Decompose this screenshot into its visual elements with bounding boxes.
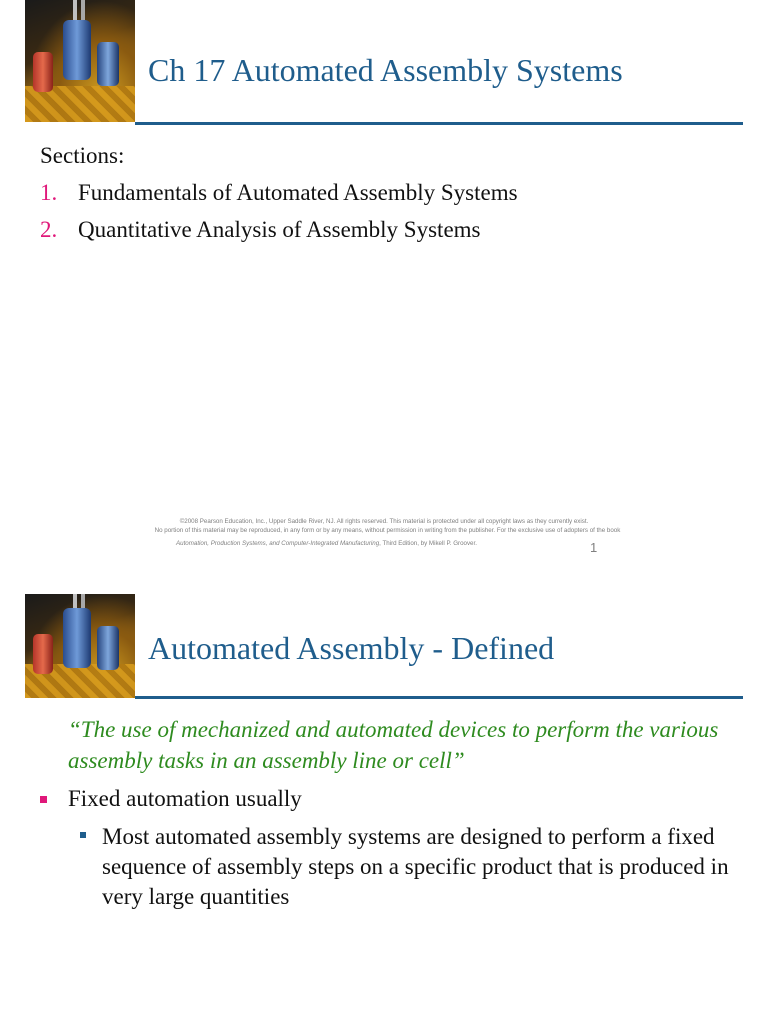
list-item [40, 180, 518, 217]
bullet-text: Fixed automation usually [68, 786, 302, 811]
book-title: Automation, Production Systems, and Computer-Integrated Manufacturing [176, 540, 380, 547]
sub-bullet-text: Most automated assembly systems are designed to perform a fixed sequence of assembly steps on a specific product that is produced in very large quantities [102, 824, 729, 909]
slide-title: Automated Assembly - Defined [148, 630, 555, 666]
list-item [40, 217, 518, 254]
sub-bullet-item [80, 822, 740, 912]
list-number: 2. [40, 217, 58, 242]
book-edition: , Third Edition, by Mikell P. Groover. [379, 540, 477, 547]
sections-list [40, 180, 518, 254]
page-number: 1 [590, 540, 598, 555]
copyright-line-2: No portion of this material may be reproduced, in any form or by any means, without permission in writing from the publisher. For the exclusive use of adopters of the book [154, 527, 621, 534]
book-citation [176, 540, 477, 547]
definition-quote: “The use of mechanized and automated devices to perform the various assembly tasks in an assembly line or cell” [68, 717, 719, 773]
electronic-components-photo [25, 594, 135, 698]
slide-title: Ch 17 Automated Assembly Systems [148, 52, 623, 88]
list-text: Quantitative Analysis of Assembly Systems [78, 217, 481, 242]
bullet-square-icon [40, 796, 47, 803]
electronic-components-photo [25, 0, 135, 122]
sub-bullet-square-icon [80, 832, 86, 838]
list-number: 1. [40, 180, 58, 205]
title-divider [135, 122, 743, 125]
list-text: Fundamentals of Automated Assembly Systems [78, 180, 518, 205]
slide-2 [0, 594, 768, 1024]
title-divider [135, 696, 743, 699]
bullet-item [40, 786, 302, 812]
copyright-line-1: ©2008 Pearson Education, Inc., Upper Saddle River, NJ. All rights reserved. This material is protected under all copyright laws as they currently exist. [179, 518, 589, 525]
sections-label: Sections: [40, 143, 125, 168]
